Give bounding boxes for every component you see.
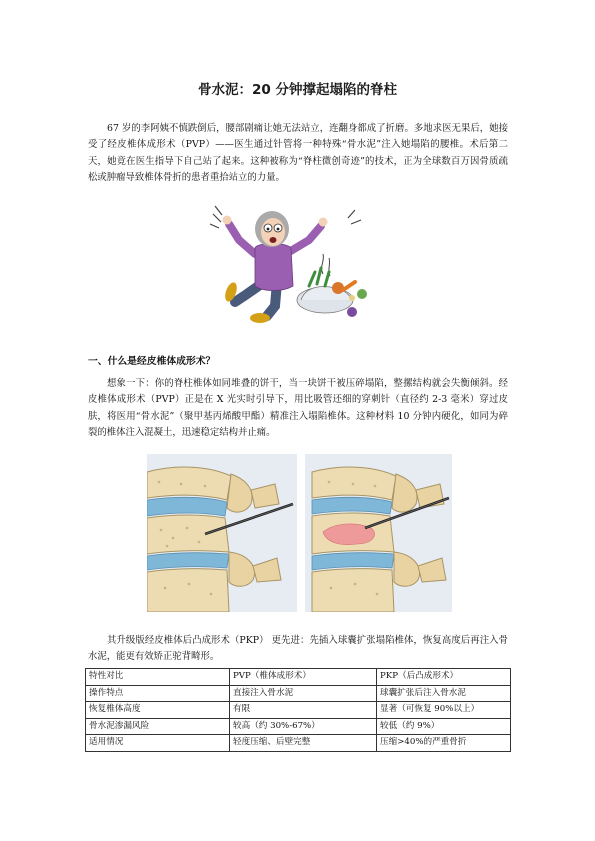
table-cell: 轻度压缩、后壁完整 xyxy=(230,735,377,752)
table-cell: 球囊扩张后注入骨水泥 xyxy=(377,685,511,702)
table-cell: 较低（约 9%） xyxy=(377,718,511,735)
table-cell: 较高（约 30%-67%） xyxy=(230,718,377,735)
table-cell: 适用情况 xyxy=(86,735,230,752)
table-cell: 骨水泥渗漏风险 xyxy=(86,718,230,735)
table-row xyxy=(86,669,511,686)
intro-paragraph: 67 岁的李阿姨不慎跌倒后，腰部剧痛让她无法站立，连翻身都成了折磨。多地求医无果后，她接受了经皮椎体成形术（PVP）——医生通过针管将一种特殊“骨水泥”注入她塌陷的腰椎。术后第二天，她竟在医生指导下自己站了起来。这种被称为“脊柱微创奇迹”的技术，正为全球数百万因骨质疏松或肿瘤导致椎体骨折的患者重拾站立的力量。 xyxy=(88,123,508,183)
article-title: 骨水泥：20 分钟撑起塌陷的脊柱 xyxy=(198,82,397,98)
table-cell: 特性对比 xyxy=(86,669,230,686)
table-cell: 显著（可恢复 90%以上） xyxy=(377,702,511,719)
table-row xyxy=(86,702,511,719)
table-cell: 有限 xyxy=(230,702,377,719)
table-cell: 直接注入骨水泥 xyxy=(230,685,377,702)
table-row xyxy=(86,685,511,702)
table-cell: 恢复椎体高度 xyxy=(86,702,230,719)
table-row xyxy=(86,735,511,752)
table-cell: 压缩>40%的严重骨折 xyxy=(377,735,511,752)
table-cell: PVP（椎体成形术） xyxy=(230,669,377,686)
section1-paragraph: 想象一下：你的脊柱椎体如同堆叠的饼干，当一块饼干被压碎塌陷，整摞结构就会失衡倾斜。经皮椎体成形术（PVP）正是在 X 光实时引导下，用比吸管还细的穿刺针（直径约 2-3 毫米）穿过皮肤，将医用“骨水泥”（聚甲基丙烯酸甲酯）精准注入塌陷椎体。这种材料 10 分钟内硬化，如同为碎裂的椎体注入混凝土，迅速稳定结构并止痛。 xyxy=(88,378,508,438)
pvp-pkp-comparison-table xyxy=(85,668,511,752)
section1-heading: 一、什么是经皮椎体成形术？ xyxy=(88,356,216,367)
pkp-paragraph: 其升级版经皮椎体后凸成形术（PKP） 更先进：先插入球囊扩张塌陷椎体，恢复高度后再注入骨水泥，能更有效矫正驼背畸形。 xyxy=(88,635,508,663)
table-row xyxy=(86,718,511,735)
spine-procedure-illustration xyxy=(147,454,452,612)
fall-illustration xyxy=(205,202,377,328)
table-cell: PKP（后凸成形术） xyxy=(377,669,511,686)
table-cell: 操作特点 xyxy=(86,685,230,702)
